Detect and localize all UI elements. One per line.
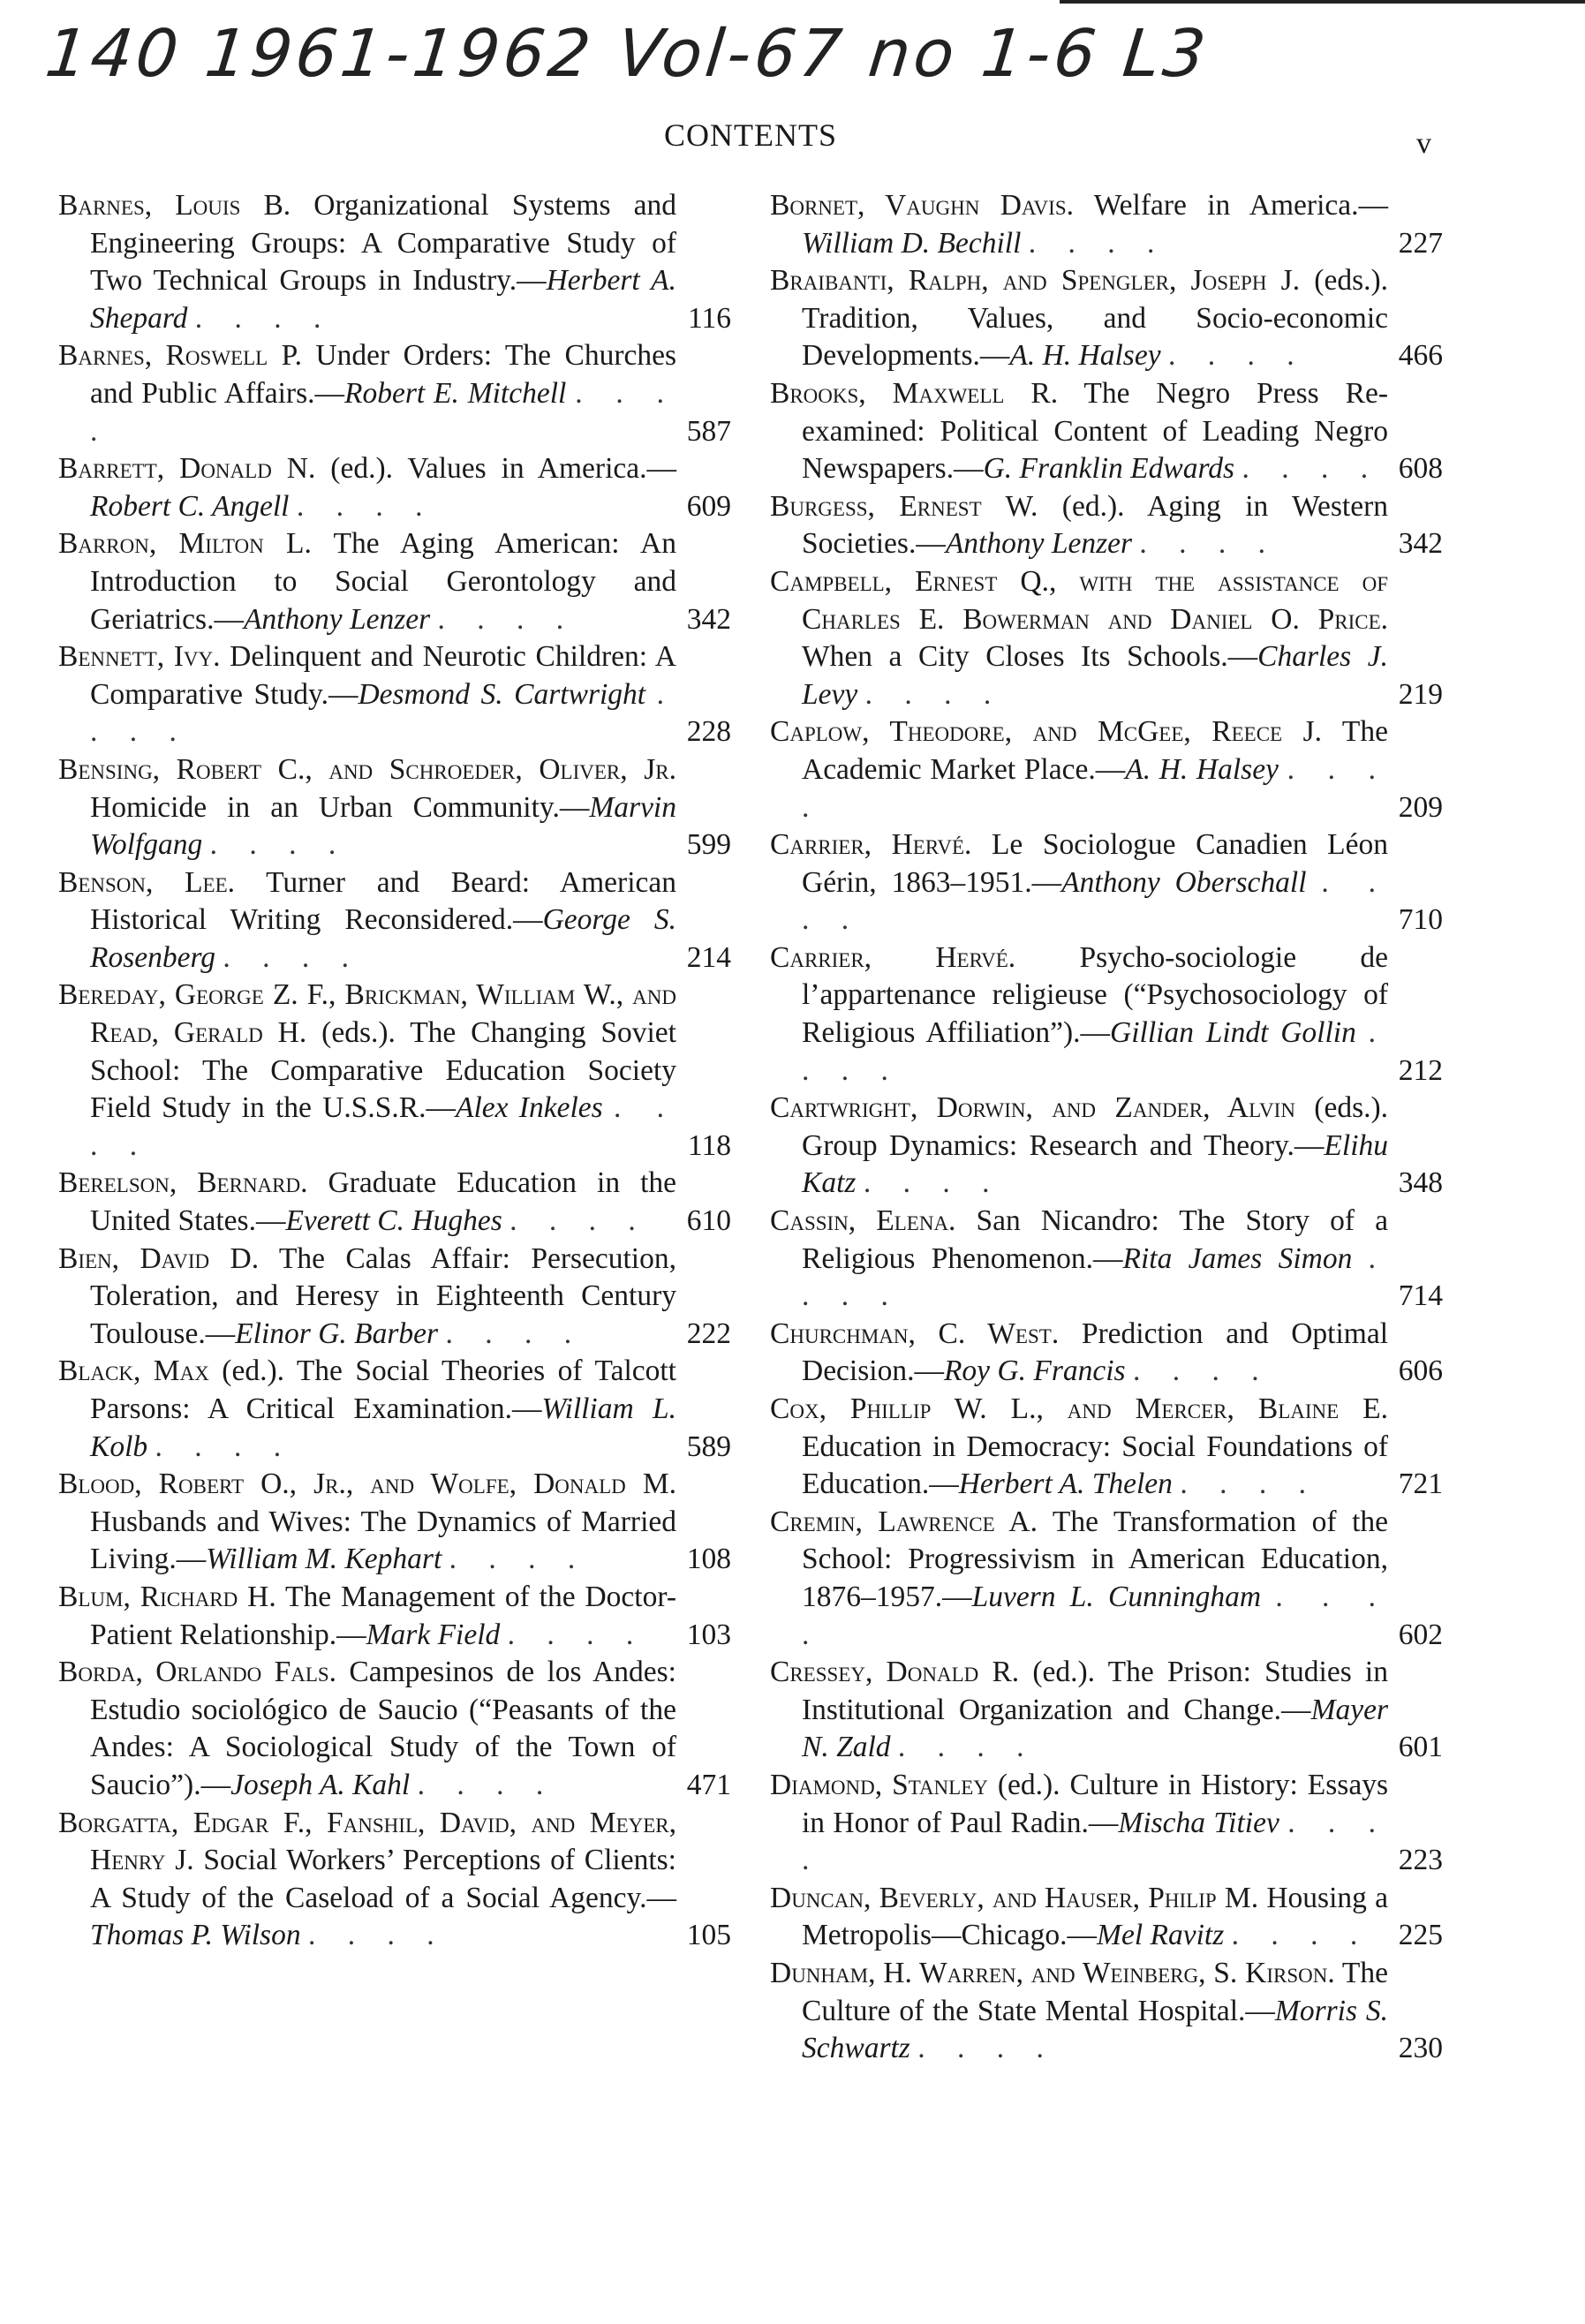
entry-page-number: 601 — [1398, 1731, 1443, 1764]
entry-reviewer: Elinor G. Barber — [235, 1317, 439, 1350]
entry-author: Barrett, Donald N. — [58, 452, 316, 486]
entry-text — [770, 187, 1388, 262]
leader-dots: . . . . — [445, 1317, 585, 1350]
contents-entry — [58, 1353, 731, 1466]
leader-dots: . . . . — [1180, 1468, 1318, 1501]
entry-title: Prediction and Optimal Decision.— — [802, 1317, 1389, 1388]
entry-page-number: 222 — [686, 1317, 731, 1350]
entry-text — [770, 1203, 1388, 1316]
entry-text — [58, 1241, 676, 1354]
entry-text — [770, 1880, 1388, 1955]
entry-text — [58, 1654, 676, 1804]
entry-text — [58, 1579, 676, 1654]
entry-author: Blum, Richard H. — [58, 1580, 276, 1613]
entry-reviewer: Roy G. Francis — [943, 1354, 1126, 1388]
entry-title: The Transformation of the School: Progressivism in American Education, 1876–1957.— — [802, 1505, 1388, 1613]
entry-title: The Aging American: An Introduction to Social Gerontology and Geriatrics.— — [90, 527, 676, 636]
entry-author: Blood, Robert O., Jr., and Wolfe, Donald M. — [58, 1468, 676, 1501]
leader-dots: . . . . — [864, 677, 1004, 711]
entry-title: The Academic Market Place.— — [802, 715, 1389, 786]
contents-entry — [770, 713, 1443, 826]
entry-page-number: 118 — [687, 1128, 731, 1162]
entry-title: (eds.). Tradition, Values, and Socio-economic Developments.— — [802, 264, 1389, 373]
entry-title: The Calas Affair: Persecution, Toleration, and Heresy in Eighteenth Century Toulouse.— — [90, 1241, 676, 1350]
entry-author: Borgatta, Edgar F., Fanshil, David, and Meyer, Henry J. — [58, 1806, 676, 1877]
entry-author: Black, Max — [58, 1354, 209, 1388]
leader-dots: . . . . — [509, 1204, 648, 1238]
leader-dots: . . . . — [90, 376, 677, 448]
entry-reviewer: A. H. Halsey — [1125, 752, 1279, 786]
entry-text — [58, 1353, 676, 1466]
contents-entry — [770, 1767, 1443, 1880]
contents-entry — [770, 1316, 1443, 1391]
entry-text — [58, 751, 676, 864]
entry-title: Turner and Beard: American Historical Writing Reconsidered.— — [90, 865, 676, 937]
entry-page-number: 466 — [1398, 339, 1443, 373]
contents-entry — [58, 525, 731, 638]
entry-text — [58, 187, 676, 337]
entry-text — [770, 375, 1388, 488]
entry-text — [58, 977, 676, 1165]
entry-text — [770, 1316, 1388, 1391]
entry-reviewer: Thomas P. Wilson — [90, 1919, 301, 1952]
leader-dots: . . . . — [1028, 226, 1167, 260]
entry-text — [58, 638, 676, 751]
entry-reviewer: A. H. Halsey — [1009, 339, 1161, 373]
contents-entry — [58, 1466, 731, 1579]
leader-dots: . . . . — [917, 2032, 1056, 2065]
entry-page-number: 105 — [686, 1919, 731, 1952]
entry-page-number: 209 — [1398, 790, 1443, 824]
entry-author: Berelson, Bernard. — [58, 1166, 308, 1200]
entry-reviewer: Mischa Titiev — [1118, 1806, 1279, 1839]
leader-dots: . . . . — [155, 1430, 294, 1463]
entry-author: Braibanti, Ralph, and Spengler, Joseph J. — [770, 264, 1301, 298]
entry-author: Duncan, Beverly, and Hauser, Philip M. — [770, 1881, 1259, 1914]
entry-text — [58, 450, 676, 525]
entry-author: Carrier, Hervé. — [770, 940, 1016, 974]
entry-author: Campbell, Ernest Q., with the assistance of Charles E. Bowerman and Daniel O. Price. — [770, 564, 1388, 636]
leader-dots: . . . . — [1167, 339, 1307, 373]
entry-text — [770, 1955, 1388, 2068]
entry-text — [58, 1165, 676, 1240]
entry-author: Cremin, Lawrence A. — [770, 1505, 1038, 1538]
contents-entry — [770, 187, 1443, 262]
contents-entry — [58, 977, 731, 1165]
entry-text — [770, 826, 1388, 939]
entry-title: Welfare in America.— — [1073, 189, 1388, 222]
entry-page-number: 227 — [1398, 226, 1443, 260]
leader-dots: . . . . — [802, 752, 1388, 824]
entry-title: (eds.). Group Dynamics: Research and Theory.— — [802, 1091, 1389, 1162]
entry-title: Husbands and Wives: The Dynamics of Married Living.— — [90, 1505, 676, 1576]
leader-dots: . . . . — [209, 828, 349, 862]
entry-page-number: 103 — [686, 1618, 731, 1651]
entry-author: Barron, Milton L. — [58, 527, 312, 561]
entry-page-number: 223 — [1398, 1844, 1443, 1877]
entry-text — [770, 262, 1388, 375]
entry-reviewer: William L. Kolb — [90, 1392, 676, 1463]
entry-title: Education in Democracy: Social Foundations of Education.— — [802, 1430, 1388, 1501]
entry-author: Diamond, Stanley — [770, 1768, 988, 1801]
leader-dots: . . . . — [802, 1241, 1388, 1313]
entry-title: (ed.). Culture in History: Essays in Honor of Paul Radin.— — [802, 1768, 1388, 1839]
entry-title: (ed.). The Prison: Studies in Institutional Organization and Change.— — [802, 1656, 1388, 1726]
entry-reviewer: Anthony Lenzer — [243, 602, 431, 636]
entry-reviewer: Mark Field — [366, 1618, 501, 1651]
contents-entry — [770, 939, 1443, 1090]
entry-page-number: 108 — [686, 1543, 731, 1576]
contents-entry — [770, 826, 1443, 939]
entry-text — [58, 525, 676, 638]
entry-page-number: 714 — [1398, 1279, 1443, 1313]
contents-entry — [58, 751, 731, 864]
entry-reviewer: William D. Bechill — [802, 226, 1022, 260]
contents-entry — [58, 638, 731, 751]
entry-reviewer: Alex Inkeles — [456, 1091, 603, 1125]
entry-title: (eds.). The Changing Soviet School: The Comparative Education Society Field Study in the U.S.S.R.— — [90, 1016, 676, 1125]
handwritten-call-number: 140 1961-1962 Vol-67 no 1-6 L3 — [42, 16, 1213, 92]
entry-page-number: 219 — [1398, 677, 1443, 711]
entry-author: Cassin, Elena. — [770, 1204, 956, 1238]
entry-page-number: 230 — [1398, 2032, 1443, 2065]
entry-title: Organizational Systems and Engineering Groups: A Comparative Study of Two Technical Groups in Industry.— — [90, 189, 676, 298]
entry-page-number: 342 — [686, 602, 731, 636]
entry-page-number: 609 — [686, 489, 731, 523]
entry-reviewer: Morris S. Schwartz — [802, 1994, 1388, 2065]
entry-text — [770, 1504, 1388, 1654]
leader-dots: . . . . — [1242, 452, 1381, 486]
contents-entry — [58, 864, 731, 977]
leader-dots: . . . . — [449, 1543, 588, 1576]
entry-page-number: 589 — [686, 1430, 731, 1463]
entry-reviewer: Marvin Wolfgang — [90, 790, 676, 862]
contents-entry — [58, 1805, 731, 1955]
entry-reviewer: Robert C. Angell — [90, 489, 290, 523]
contents-entry — [770, 1203, 1443, 1316]
leader-dots: . . . . — [802, 1806, 1389, 1877]
leader-dots: . . . . — [90, 677, 677, 749]
leader-dots: . . . . — [437, 602, 577, 636]
entry-page-number: 348 — [1398, 1166, 1443, 1200]
entry-author: Burgess, Ernest W. — [770, 489, 1038, 523]
entry-title: Under Orders: The Churches and Public Affairs.— — [90, 339, 677, 410]
contents-entry — [770, 1955, 1443, 2068]
entry-reviewer: Elihu Katz — [802, 1128, 1388, 1200]
contents-entry — [58, 337, 731, 450]
entry-page-number: 608 — [1398, 452, 1443, 486]
entry-reviewer: Anthony Lenzer — [945, 527, 1133, 561]
leader-dots: . . . . — [1231, 1919, 1370, 1952]
contents-entry — [770, 1880, 1443, 1955]
entry-title: Graduate Education in the United States.— — [90, 1166, 677, 1238]
entry-title: Homicide in an Urban Community.— — [90, 790, 590, 824]
entry-reviewer: Gillian Lindt Gollin — [1110, 1016, 1356, 1050]
leader-dots: . . . . — [1132, 1354, 1272, 1388]
leader-dots: . . . . — [223, 940, 362, 974]
leader-dots: . . . . — [802, 1580, 1388, 1651]
contents-entry — [58, 1654, 731, 1804]
entry-title: The Management of the Doctor-Patient Relationship.— — [90, 1580, 676, 1651]
entry-author: Churchman, C. West. — [770, 1317, 1060, 1350]
entry-reviewer: Charles J. Levy — [802, 640, 1388, 711]
entry-reviewer: Rita James Simon — [1122, 1241, 1353, 1275]
entry-text — [770, 488, 1388, 563]
entry-text — [58, 864, 676, 977]
contents-entry — [58, 187, 731, 337]
entry-title: (ed.). The Social Theories of Talcott Parsons: A Critical Examination.— — [90, 1354, 676, 1425]
entry-author: Bennett, Ivy. — [58, 640, 221, 674]
leader-dots: . . . . — [296, 489, 435, 523]
entry-author: Bereday, George Z. F., Brickman, William W., and Read, Gerald H. — [58, 978, 676, 1050]
entry-author: Cox, Phillip W. L., and Mercer, Blaine E. — [770, 1392, 1388, 1425]
leader-dots: . . . . — [802, 1016, 1388, 1087]
page-numeral: v — [1416, 127, 1431, 160]
leader-dots: . . . . — [307, 1919, 447, 1952]
contents-entry — [770, 563, 1443, 713]
entry-author: Borda, Orlando Fals. — [58, 1656, 337, 1689]
entry-page-number: 471 — [686, 1768, 731, 1801]
contents-entry — [770, 375, 1443, 488]
entry-author: Barnes, Louis B. — [58, 189, 291, 222]
entry-title: (ed.). Values in America.— — [315, 452, 676, 486]
entry-reviewer: Joseph A. Kahl — [230, 1768, 411, 1801]
entry-title: Housing a Metropolis—Chicago.— — [802, 1881, 1388, 1952]
contents-entry — [58, 450, 731, 525]
page-title: CONTENTS — [664, 117, 837, 153]
entry-reviewer: Anthony Oberschall — [1061, 865, 1307, 899]
entry-author: Bien, David D. — [58, 1241, 260, 1275]
entry-text — [770, 1654, 1388, 1767]
entry-author: Bornet, Vaughn Davis. — [770, 189, 1074, 222]
entry-author: Dunham, H. Warren, and Weinberg, S. Kirson. — [770, 1956, 1335, 1989]
contents-entry — [58, 1165, 731, 1240]
entry-title: Social Workers’ Perceptions of Clients: A Study of the Caseload of a Social Agency.— — [90, 1844, 676, 1914]
entry-text — [770, 1090, 1388, 1203]
entry-text — [770, 1391, 1388, 1504]
entry-author: Carrier, Hervé. — [770, 828, 972, 862]
leader-dots: . . . . — [863, 1166, 1002, 1200]
entry-text — [770, 713, 1388, 826]
entry-reviewer: Mayer N. Zald — [802, 1693, 1388, 1764]
entry-reviewer: Robert E. Mitchell — [343, 376, 567, 410]
entry-page-number: 721 — [1398, 1468, 1443, 1501]
entry-reviewer: Mel Ravitz — [1097, 1919, 1225, 1952]
entry-author: Cartwright, Dorwin, and Zander, Alvin — [770, 1091, 1295, 1125]
entry-page-number: 228 — [686, 715, 731, 749]
leader-dots: . . . . — [90, 1091, 676, 1162]
entry-reviewer: William M. Kephart — [206, 1543, 442, 1576]
entry-reviewer: Herbert A. Thelen — [958, 1468, 1173, 1501]
entry-page-number: 225 — [1398, 1919, 1443, 1952]
leader-dots: . . . . — [897, 1731, 1037, 1764]
entry-page-number: 602 — [1398, 1618, 1443, 1651]
contents-entry — [58, 1579, 731, 1654]
entry-page-number: 599 — [686, 828, 731, 862]
leader-dots: . . . . — [802, 865, 1389, 937]
entry-title: When a City Closes Its Schools.— — [802, 640, 1258, 674]
entry-title: Le Sociologue Canadien Léon Gérin, 1863–1951.— — [802, 828, 1388, 899]
entry-title: Campesinos de los Andes: Estudio sociológico de Saucio (“Peasants of the Andes: A Sociological Study of the Town of Saucio”).— — [90, 1656, 676, 1801]
entry-author: Benson, Lee. — [58, 865, 236, 899]
entry-author: Bensing, Robert C., and Schroeder, Oliver, Jr. — [58, 752, 676, 786]
entry-author: Brooks, Maxwell R. — [770, 376, 1059, 410]
contents-entry — [770, 1391, 1443, 1504]
entry-page-number: 610 — [686, 1204, 731, 1238]
leader-dots: . . . . — [1139, 527, 1279, 561]
contents-entry — [770, 1504, 1443, 1654]
entry-text — [770, 563, 1388, 713]
entry-page-number: 214 — [686, 940, 731, 974]
contents-entry — [770, 488, 1443, 563]
entry-text — [58, 1805, 676, 1955]
entry-reviewer: Luvern L. Cunningham — [971, 1580, 1262, 1613]
entry-title: (ed.). Aging in Western Societies.— — [802, 489, 1388, 561]
top-rule — [1060, 0, 1585, 4]
entry-title: San Nicandro: The Story of a Religious Phenomenon.— — [802, 1204, 1389, 1275]
entry-author: Barnes, Roswell P. — [58, 339, 302, 373]
entry-page-number: 116 — [687, 301, 731, 335]
entry-reviewer: Herbert A. Shepard — [90, 264, 676, 335]
entry-text — [58, 1466, 676, 1579]
entry-title: The Negro Press Re-examined: Political Content of Leading Negro Newspapers.— — [802, 376, 1388, 486]
leader-dots: . . . . — [417, 1768, 556, 1801]
entry-page-number: 710 — [1398, 903, 1443, 937]
entry-author: Caplow, Theodore, and McGee, Reece J. — [770, 715, 1323, 749]
leader-dots: . . . . — [507, 1618, 646, 1651]
contents-column-right — [770, 187, 1443, 2068]
contents-column-left — [58, 187, 731, 1955]
entry-reviewer: Everett C. Hughes — [285, 1204, 502, 1238]
entry-title: The Culture of the State Mental Hospital.— — [802, 1956, 1388, 2027]
entry-author: Cressey, Donald R. — [770, 1656, 1020, 1689]
entry-reviewer: G. Franklin Edwards — [983, 452, 1235, 486]
entry-title: Delinquent and Neurotic Children: A Comparative Study.— — [90, 640, 677, 711]
entry-page-number: 212 — [1398, 1053, 1443, 1087]
entry-text — [58, 337, 676, 450]
entry-text — [770, 1767, 1388, 1880]
entry-text — [770, 939, 1388, 1090]
entry-page-number: 342 — [1398, 527, 1443, 561]
contents-entry — [770, 262, 1443, 375]
entry-page-number: 587 — [686, 414, 731, 448]
leader-dots: . . . . — [194, 301, 334, 335]
contents-entry — [770, 1090, 1443, 1203]
entry-page-number: 606 — [1398, 1354, 1443, 1388]
contents-entry — [770, 1654, 1443, 1767]
entry-reviewer: George S. Rosenberg — [90, 903, 676, 974]
contents-entry — [58, 1241, 731, 1354]
entry-reviewer: Desmond S. Cartwright — [358, 677, 646, 711]
entry-title: Psycho-sociologie de l’appartenance religieuse (“Psychosociology of Religious Affiliation”).— — [802, 940, 1388, 1050]
